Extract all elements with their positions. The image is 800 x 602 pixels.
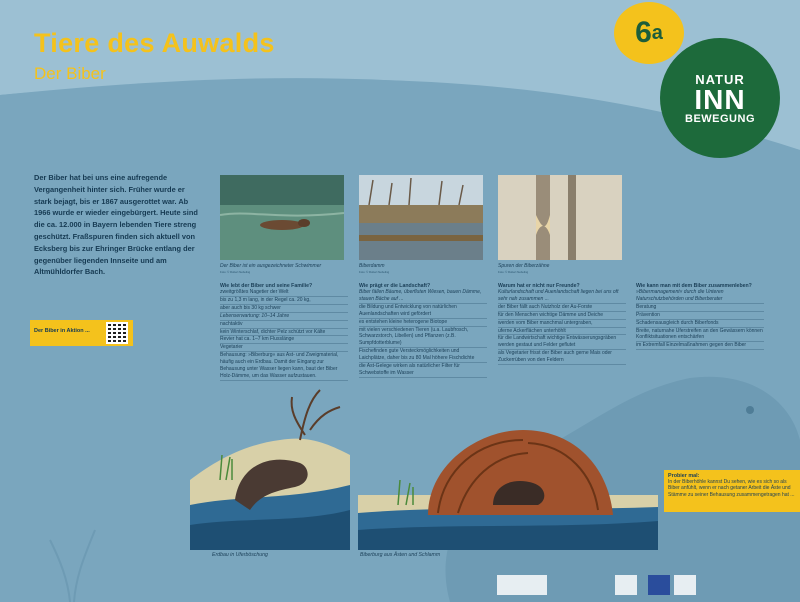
answer-line: im Extremfall Einzelmaßnahmen gegen den Biber xyxy=(636,342,764,350)
sponsor-logo xyxy=(615,575,637,595)
answer-list xyxy=(359,289,487,378)
answer-line: Prävention xyxy=(636,312,764,320)
answer-line: werden vom Biber manchmal untergraben, xyxy=(498,320,626,328)
callout-text: In der Biberhöhle kannst Du sehen, wie es sich so als Biber anfühlt, wenn er nach getaner Arbeit die Äste und Stämme zu seiner Behausung zusammengetragen hat ... xyxy=(668,479,795,498)
answer-line: Lebenserwartung: 10–14 Jahre xyxy=(220,313,348,321)
photo-credit-1: Foto: © Robert Nebeling xyxy=(220,270,251,274)
station-badge xyxy=(614,2,684,64)
answer-line: zweitgrößtes Nagetier der Welt xyxy=(220,289,348,297)
photo-caption-3: Spuren der Biberzähne xyxy=(498,263,550,269)
illustration-caption-2: Biberburg aus Ästen und Schlamm xyxy=(360,552,441,558)
photo-beaver-dam xyxy=(359,175,483,260)
sponsor-logo xyxy=(497,575,547,595)
beaver-lodge-illustration xyxy=(358,425,658,550)
answer-line: »Bibermanagement« durch die Unteren Naturschutzbehörden und Biberberater xyxy=(636,289,764,304)
answer-line: Breite, naturnahe Uferstreifen an den Gewässern können Konfliktsituationen entschärfen xyxy=(636,327,763,341)
answer-line: Revier hat ca. 1–7 km Flusslänge xyxy=(220,336,348,344)
question-heading: Wie lebt der Biber und seine Familie? xyxy=(220,283,313,289)
photo-credit-2: Foto: © Robert Nebeling xyxy=(359,270,390,274)
answer-line: Beratung xyxy=(636,304,764,312)
try-it-callout xyxy=(664,470,800,512)
photo-caption-2: Biberdamm xyxy=(359,263,385,269)
question-heading: Warum hat er nicht nur Freunde? xyxy=(498,283,580,289)
question-heading: Wie kann man mit dem Biber zusammenleben? xyxy=(636,283,752,289)
answer-line: bis zu 1,3 m lang, in der Regel ca. 20 kg, xyxy=(220,297,348,305)
answer-line: die Bildung und Entwicklung von natürlichen Auenlandschaften wird gefördert xyxy=(359,304,487,319)
photo-swimming-beaver xyxy=(220,175,344,260)
intro-text: Der Biber hat bei uns eine aufregende Vergangenheit hinter sich. Früher wurde er stark bejagt, bis er 1867 ausgerottet war. Ab 1966 wurde er wieder eingebürgert. Heute sind die ca. 12.000 in Bayern lebenden Tiere streng geschützt. Fraßspuren finden sich aktuell von Ecksberg bis zur Ehringer Brücke entlang der gegenüber liegenden Innseite und am Altmühldorfer Bach. xyxy=(34,173,198,277)
answer-line: für die Landwirtschaft wichtige Entwässerungsgräben werden gestaut und Felder geflutet xyxy=(498,335,626,350)
answer-list xyxy=(636,289,764,350)
qa-column-4 xyxy=(636,283,764,350)
answer-line: aber auch bis 30 kg schwer xyxy=(220,305,348,313)
page-title: Tiere des Auwalds xyxy=(34,28,275,58)
answer-line: nachtaktiv xyxy=(220,321,348,329)
qa-column-2 xyxy=(359,283,487,378)
answer-line: uferne Ackerflächen unterhöhlt xyxy=(498,328,626,336)
action-label: Der Biber in Aktion ... xyxy=(34,328,90,334)
answer-line: Kulturlandschaft und Auenlandschaft liegen bei uns oft sehr nah zusammen ... xyxy=(498,289,626,304)
earth-burrow-illustration xyxy=(180,385,350,550)
answer-line: für den Menschen wichtige Dämme und Deiche xyxy=(498,312,626,320)
sponsor-logo xyxy=(648,575,670,595)
answer-line: Behausung: »Biberburg« aus Ast- und Zweigmaterial, häufig auch ein Erdbau. Damit der Eingang zur Behausung unter Wasser liegen kann, baut der Biber Holz-Dämme, um das Wasser aufzustauen. xyxy=(220,352,348,381)
logo-text-mid: INN xyxy=(694,83,746,115)
answer-line: Vegetarier xyxy=(220,344,348,352)
answer-line: der Biber fällt auch Nutzholz der Au-Forste xyxy=(498,304,626,312)
reeds-decoration xyxy=(40,520,100,602)
sponsor-logo xyxy=(674,575,696,595)
answer-line: die Ast-Gelege wirken als natürlicher Filter für Schwebstoffe im Wasser xyxy=(359,363,487,378)
answer-line: Biber fällen Bäume, überfluten Wiesen, bauen Dämme, stauen Bäche auf ... xyxy=(359,289,487,304)
answer-line: mit vielen verschiedenen Tieren (u.a. Laubfrosch, Schwarzstorch, Libellen) und Pflanzen (z.B. Sumpfdotterblume) xyxy=(359,327,487,349)
photo-beaver-teeth-marks xyxy=(498,175,622,260)
question-heading: Wie prägt er die Landschaft? xyxy=(359,283,431,289)
illustration-caption-1: Erdbau in Uferböschung xyxy=(212,552,268,558)
answer-line: Fischefinden gute Versteckmöglichkeiten und Laichplätze, daher bis zu 80 Mal höhere Fischdichte xyxy=(359,348,487,363)
badge-letter: a xyxy=(651,21,663,44)
callout-heading: Probier mal: xyxy=(668,473,700,479)
page-subtitle: Der Biber xyxy=(34,64,106,83)
logo-text-top: NATUR xyxy=(695,71,745,87)
answer-line: als Vegetarier frisst der Biber auch gerne Mais oder Zuckerrüben von den Feldern xyxy=(498,350,626,365)
answer-line: Schadensausgleich durch Biberfonds xyxy=(636,320,764,328)
answer-line: kein Winterschlaf, dichter Pelz schützt vor Kälte xyxy=(220,329,348,337)
answer-list xyxy=(498,289,626,365)
logo-text-bottom: BEWEGUNG xyxy=(685,112,755,125)
answer-list xyxy=(220,289,348,381)
answer-line: es entstehen kleine heterogene Biotope xyxy=(359,319,487,327)
qr-code[interactable] xyxy=(106,322,128,344)
photo-caption-1: Der Biber ist ein ausgezeichneter Schwimmer xyxy=(220,263,322,269)
photo-credit-3: Foto: © Robert Nebeling xyxy=(498,270,529,274)
badge-number: 6 xyxy=(635,16,652,49)
qa-column-3 xyxy=(498,283,626,365)
natur-inn-bewegung-logo xyxy=(660,38,780,158)
qa-column-1 xyxy=(220,283,348,381)
